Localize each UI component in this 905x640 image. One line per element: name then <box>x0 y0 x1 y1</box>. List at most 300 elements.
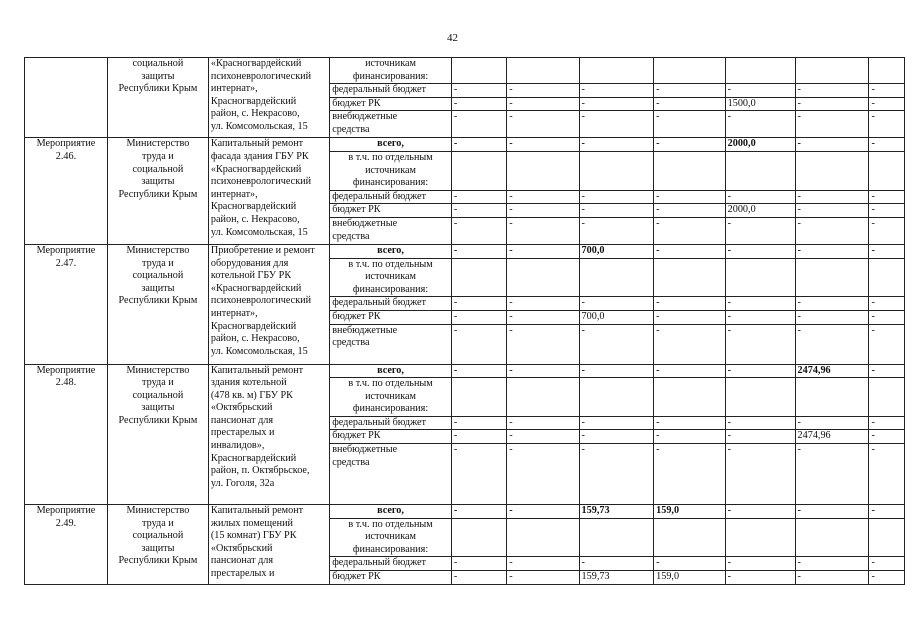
amount-cell: - <box>869 84 905 98</box>
amount-cell: - <box>451 505 506 519</box>
funding-source-cell <box>330 571 452 585</box>
amount-cell: - <box>507 505 579 519</box>
amount-cell: - <box>654 297 726 311</box>
measure-name-text: оборудования для <box>210 257 289 269</box>
amount-cell: - <box>725 444 795 505</box>
amount-cell: - <box>507 111 579 138</box>
funding-source-cell <box>330 378 452 417</box>
amount-cell: - <box>795 97 869 111</box>
funding-source-label: средства <box>332 123 370 135</box>
executor-text: защиты <box>141 402 175 414</box>
funding-source-label: бюджет РК <box>332 430 381 442</box>
measure-name-text: район, с. Некрасово, <box>210 333 300 345</box>
amount-cell: 159,0 <box>654 571 726 585</box>
amount-cell <box>507 258 579 297</box>
amount-cell: - <box>579 138 654 152</box>
measure-name-cell <box>208 138 329 245</box>
amount-cell: - <box>725 505 795 519</box>
amount-cell <box>507 518 579 557</box>
amount-cell: - <box>795 416 869 430</box>
amount-cell <box>795 151 869 190</box>
amount-cell: - <box>579 97 654 111</box>
measure-name-text: Красногвардейский <box>210 320 297 332</box>
funding-source-cell <box>330 258 452 297</box>
measure-name-text: район, с. Некрасово, <box>210 213 300 225</box>
executor-text: Республики Крым <box>118 414 198 426</box>
executor-text: труда и <box>142 257 174 269</box>
measure-number: 2.46. <box>55 150 77 162</box>
amount-cell: - <box>869 364 905 378</box>
amount-cell: - <box>869 190 905 204</box>
measure-name-text: (15 комнат) ГБУ РК <box>210 530 297 542</box>
amount-cell: - <box>654 416 726 430</box>
measure-name-text: Капитальный ремонт <box>210 364 304 376</box>
amount-cell: - <box>869 324 905 364</box>
executor-text: Республики Крым <box>118 555 198 567</box>
funding-source-label: всего, <box>377 138 404 150</box>
amount-cell: - <box>654 204 726 218</box>
amount-cell <box>725 258 795 297</box>
amount-cell: - <box>451 138 506 152</box>
amount-cell: - <box>869 138 905 152</box>
measure-number: Мероприятие <box>36 138 96 150</box>
funding-source-cell <box>330 84 452 98</box>
amount-cell <box>451 58 506 84</box>
measure-name-text: район, п. Октябрьское, <box>210 465 310 477</box>
amount-cell: - <box>451 244 506 258</box>
amount-cell: - <box>451 444 506 505</box>
measure-number: Мероприятие <box>36 505 96 517</box>
funding-source-cell <box>330 217 452 244</box>
amount-cell: - <box>725 190 795 204</box>
amount-cell <box>451 258 506 297</box>
measure-number-cell <box>25 244 108 364</box>
page-number: 42 <box>447 32 458 44</box>
executor-text: защиты <box>141 176 175 188</box>
funding-source-label: в т.ч. по отдельным <box>348 258 433 270</box>
amount-cell: - <box>795 111 869 138</box>
amount-cell: - <box>507 416 579 430</box>
amount-cell: - <box>725 557 795 571</box>
amount-cell: - <box>869 557 905 571</box>
funding-source-label: финансирования: <box>352 177 429 189</box>
funding-source-label: внебюджетные <box>332 217 398 229</box>
amount-cell <box>725 518 795 557</box>
amount-cell: - <box>579 84 654 98</box>
amount-cell <box>451 151 506 190</box>
measure-name-cell <box>208 244 329 364</box>
measure-name-text: психоневрологический <box>210 176 312 188</box>
amount-cell: - <box>579 430 654 444</box>
funding-source-label: в т.ч. по отдельным <box>348 151 433 163</box>
funding-source-label: федеральный бюджет <box>332 557 426 569</box>
executor-text: защиты <box>141 282 175 294</box>
measure-name-text: Красногвардейский <box>210 95 297 107</box>
amount-cell: - <box>725 324 795 364</box>
amount-cell: - <box>654 310 726 324</box>
measure-name-text: ул. Гоголя, 32а <box>210 477 275 489</box>
amount-cell: - <box>507 310 579 324</box>
amount-cell: - <box>795 217 869 244</box>
executor-text: Республики Крым <box>118 83 198 95</box>
funding-source-label: всего, <box>377 364 404 376</box>
amount-cell: - <box>654 217 726 244</box>
measure-name-text: фасада здания ГБУ РК <box>210 150 309 162</box>
amount-cell <box>579 378 654 417</box>
amount-cell <box>451 518 506 557</box>
amount-cell: - <box>579 324 654 364</box>
amount-cell: - <box>795 324 869 364</box>
amount-cell: - <box>654 138 726 152</box>
amount-cell: - <box>451 310 506 324</box>
executor-text: социальной <box>132 163 184 175</box>
funding-source-cell <box>330 297 452 311</box>
measure-name-text: котельной ГБУ РК <box>210 270 292 282</box>
executor-text: труда и <box>142 377 174 389</box>
measure-name-cell <box>208 364 329 505</box>
executor-text: Республики Крым <box>118 295 198 307</box>
funding-source-label: источникам <box>365 531 416 543</box>
executor-cell <box>107 505 208 585</box>
amount-cell: - <box>869 444 905 505</box>
measure-name-text: (478 кв. м) ГБУ РК <box>210 389 293 401</box>
amount-cell: - <box>869 204 905 218</box>
executor-text: социальной <box>132 530 184 542</box>
measure-name-text: пансионат для <box>210 555 274 567</box>
amount-cell: - <box>579 364 654 378</box>
amount-cell <box>795 58 869 84</box>
amount-cell: - <box>725 84 795 98</box>
table-row <box>25 138 905 152</box>
funding-source-label: федеральный бюджет <box>332 84 426 96</box>
measure-name-text: район, с. Некрасово, <box>210 108 300 120</box>
amount-cell: - <box>451 97 506 111</box>
amount-cell: - <box>579 297 654 311</box>
amount-cell <box>654 378 726 417</box>
measure-number-cell <box>25 138 108 245</box>
funding-source-label: финансирования: <box>352 543 429 555</box>
budget-table <box>24 57 905 585</box>
amount-cell: - <box>451 557 506 571</box>
amount-cell <box>579 151 654 190</box>
amount-cell: - <box>579 217 654 244</box>
funding-source-label: финансирования: <box>352 283 429 295</box>
measure-number: 2.48. <box>55 377 77 389</box>
funding-source-label: федеральный бюджет <box>332 416 426 428</box>
amount-cell <box>654 518 726 557</box>
amount-cell: - <box>725 364 795 378</box>
amount-cell: - <box>795 84 869 98</box>
measure-name-text: ул. Комсомольская, 15 <box>210 226 308 238</box>
funding-source-label: источникам <box>365 390 416 402</box>
measure-name-text: Капитальный ремонт <box>210 505 304 517</box>
amount-cell: - <box>451 190 506 204</box>
amount-cell: - <box>795 297 869 311</box>
amount-cell: - <box>451 324 506 364</box>
amount-cell: - <box>654 84 726 98</box>
measure-number: 2.49. <box>55 517 77 529</box>
executor-text: труда и <box>142 517 174 529</box>
amount-cell: - <box>507 244 579 258</box>
measure-name-text: инвалидов», <box>210 440 265 452</box>
measure-name-text: престарелых и <box>210 427 275 439</box>
measure-name-text: «Октябрьский <box>210 542 273 554</box>
funding-source-label: в т.ч. по отдельным <box>348 518 433 530</box>
amount-cell: - <box>869 310 905 324</box>
amount-cell: - <box>579 190 654 204</box>
amount-cell: - <box>451 364 506 378</box>
funding-source-cell <box>330 416 452 430</box>
executor-cell <box>107 138 208 245</box>
funding-source-cell <box>330 204 452 218</box>
amount-cell: - <box>507 204 579 218</box>
amount-cell <box>869 518 905 557</box>
measure-name-text: Приобретение и ремонт <box>210 244 315 256</box>
amount-cell: 1500,0 <box>725 97 795 111</box>
amount-cell <box>869 258 905 297</box>
amount-cell: 2474,96 <box>795 430 869 444</box>
amount-cell: - <box>725 217 795 244</box>
amount-cell: - <box>795 310 869 324</box>
amount-cell: - <box>654 97 726 111</box>
amount-cell: 159,73 <box>579 571 654 585</box>
amount-cell: - <box>795 190 869 204</box>
funding-source-label: финансирования: <box>352 403 429 415</box>
amount-cell: - <box>869 97 905 111</box>
amount-cell: 159,0 <box>654 505 726 519</box>
amount-cell: - <box>507 364 579 378</box>
amount-cell: - <box>451 217 506 244</box>
amount-cell: - <box>869 244 905 258</box>
amount-cell: - <box>507 138 579 152</box>
executor-text: защиты <box>141 70 175 82</box>
funding-source-cell <box>330 518 452 557</box>
amount-cell: 700,0 <box>579 244 654 258</box>
executor-text: Министерство <box>126 244 190 256</box>
funding-source-label: всего, <box>377 244 404 256</box>
funding-source-label: бюджет РК <box>332 310 381 322</box>
amount-cell: - <box>795 505 869 519</box>
measure-name-cell <box>208 58 329 138</box>
amount-cell: - <box>507 217 579 244</box>
measure-name-text: жилых помещений <box>210 517 294 529</box>
amount-cell: - <box>725 297 795 311</box>
amount-cell: - <box>451 571 506 585</box>
measure-name-text: интернат», <box>210 307 258 319</box>
funding-source-label: федеральный бюджет <box>332 297 426 309</box>
executor-text: социальной <box>132 270 184 282</box>
amount-cell: - <box>869 416 905 430</box>
measure-name-text: интернат», <box>210 83 258 95</box>
amount-cell: - <box>725 310 795 324</box>
executor-text: социальной <box>132 389 184 401</box>
amount-cell: - <box>654 111 726 138</box>
funding-source-cell <box>330 430 452 444</box>
funding-source-cell <box>330 557 452 571</box>
measure-name-text: здания котельной <box>210 377 287 389</box>
amount-cell: - <box>654 244 726 258</box>
amount-cell: - <box>869 430 905 444</box>
executor-cell <box>107 244 208 364</box>
amount-cell: - <box>507 84 579 98</box>
amount-cell <box>579 58 654 84</box>
amount-cell: - <box>451 204 506 218</box>
amount-cell <box>579 518 654 557</box>
amount-cell: - <box>507 430 579 444</box>
amount-cell: 2000,0 <box>725 204 795 218</box>
measure-name-text: психоневрологический <box>210 295 312 307</box>
measure-number-cell <box>25 505 108 585</box>
funding-source-cell <box>330 244 452 258</box>
executor-text: защиты <box>141 542 175 554</box>
funding-source-label: внебюджетные <box>332 111 398 123</box>
executor-text: Министерство <box>126 138 190 150</box>
measure-name-text: психоневрологический <box>210 70 312 82</box>
amount-cell: 2474,96 <box>795 364 869 378</box>
funding-source-cell <box>330 310 452 324</box>
amount-cell: - <box>654 430 726 444</box>
amount-cell: - <box>451 84 506 98</box>
measure-name-text: ул. Комсомольская, 15 <box>210 345 308 357</box>
amount-cell: - <box>507 190 579 204</box>
table-row <box>25 244 905 258</box>
measure-number: 2.47. <box>55 257 77 269</box>
funding-source-label: бюджет РК <box>332 97 381 109</box>
amount-cell: - <box>507 297 579 311</box>
amount-cell: - <box>869 111 905 138</box>
executor-text: Министерство <box>126 505 190 517</box>
amount-cell: 159,73 <box>579 505 654 519</box>
amount-cell: 2000,0 <box>725 138 795 152</box>
amount-cell: - <box>507 571 579 585</box>
amount-cell: - <box>579 444 654 505</box>
table-row <box>25 364 905 378</box>
amount-cell: - <box>725 416 795 430</box>
funding-source-cell <box>330 505 452 519</box>
amount-cell: - <box>654 444 726 505</box>
executor-text: Республики Крым <box>118 188 198 200</box>
funding-source-label: средства <box>332 456 370 468</box>
amount-cell <box>725 378 795 417</box>
amount-cell: - <box>795 571 869 585</box>
funding-source-cell <box>330 138 452 152</box>
executor-cell <box>107 364 208 505</box>
measure-name-text: интернат», <box>210 188 258 200</box>
amount-cell <box>507 151 579 190</box>
amount-cell: - <box>869 505 905 519</box>
funding-source-cell <box>330 444 452 505</box>
funding-source-label: бюджет РК <box>332 204 381 216</box>
amount-cell <box>795 378 869 417</box>
amount-cell: - <box>507 324 579 364</box>
funding-source-label: всего, <box>377 505 404 517</box>
amount-cell: - <box>869 297 905 311</box>
amount-cell: - <box>725 571 795 585</box>
measure-name-text: Капитальный ремонт <box>210 138 304 150</box>
amount-cell <box>869 58 905 84</box>
amount-cell: - <box>451 111 506 138</box>
funding-source-label: средства <box>332 230 370 242</box>
executor-cell <box>107 58 208 138</box>
funding-source-cell <box>330 190 452 204</box>
amount-cell <box>725 151 795 190</box>
funding-source-cell <box>330 151 452 190</box>
funding-source-cell <box>330 97 452 111</box>
funding-source-label: внебюджетные <box>332 444 398 456</box>
amount-cell <box>654 151 726 190</box>
measure-name-text: «Красногвардейский <box>210 282 302 294</box>
amount-cell: - <box>451 430 506 444</box>
amount-cell: - <box>451 416 506 430</box>
funding-source-cell <box>330 58 452 84</box>
amount-cell <box>654 258 726 297</box>
amount-cell: - <box>795 557 869 571</box>
measure-name-text: «Октябрьский <box>210 402 273 414</box>
amount-cell: - <box>654 557 726 571</box>
amount-cell: - <box>795 204 869 218</box>
amount-cell: - <box>795 244 869 258</box>
amount-cell: - <box>869 571 905 585</box>
funding-source-label: в т.ч. по отдельным <box>348 378 433 390</box>
measure-name-text: Красногвардейский <box>210 201 297 213</box>
amount-cell <box>869 151 905 190</box>
funding-source-label: внебюджетные <box>332 324 398 336</box>
executor-text: социальной <box>132 58 184 69</box>
amount-cell: - <box>795 444 869 505</box>
amount-cell: - <box>507 97 579 111</box>
measure-name-text: пансионат для <box>210 414 274 426</box>
amount-cell: - <box>725 430 795 444</box>
amount-cell <box>795 258 869 297</box>
amount-cell <box>869 378 905 417</box>
funding-source-label: средства <box>332 337 370 349</box>
amount-cell <box>795 518 869 557</box>
amount-cell: - <box>654 324 726 364</box>
table-row <box>25 505 905 519</box>
amount-cell: - <box>869 217 905 244</box>
funding-source-label: источникам <box>365 58 416 69</box>
amount-cell <box>507 58 579 84</box>
funding-source-cell <box>330 324 452 364</box>
amount-cell <box>579 258 654 297</box>
executor-text: Министерство <box>126 364 190 376</box>
funding-source-cell <box>330 364 452 378</box>
executor-text: труда и <box>142 150 174 162</box>
funding-source-label: финансирования: <box>352 70 429 82</box>
measure-number: Мероприятие <box>36 364 96 376</box>
measure-name-text: «Красногвардейский <box>210 163 302 175</box>
amount-cell <box>507 378 579 417</box>
amount-cell: - <box>579 111 654 138</box>
measure-name-text: престарелых и <box>210 568 275 580</box>
funding-source-label: федеральный бюджет <box>332 190 426 202</box>
amount-cell <box>725 58 795 84</box>
amount-cell: - <box>654 190 726 204</box>
amount-cell: - <box>451 297 506 311</box>
amount-cell <box>451 378 506 417</box>
funding-source-label: источникам <box>365 164 416 176</box>
amount-cell: - <box>725 244 795 258</box>
amount-cell <box>654 58 726 84</box>
funding-source-label: бюджет РК <box>332 571 381 583</box>
amount-cell: - <box>507 444 579 505</box>
amount-cell: - <box>579 204 654 218</box>
measure-number: Мероприятие <box>36 244 96 256</box>
amount-cell: - <box>579 557 654 571</box>
funding-source-label: источникам <box>365 271 416 283</box>
table-row <box>25 58 905 84</box>
measure-name-text: «Красногвардейский <box>210 58 302 69</box>
